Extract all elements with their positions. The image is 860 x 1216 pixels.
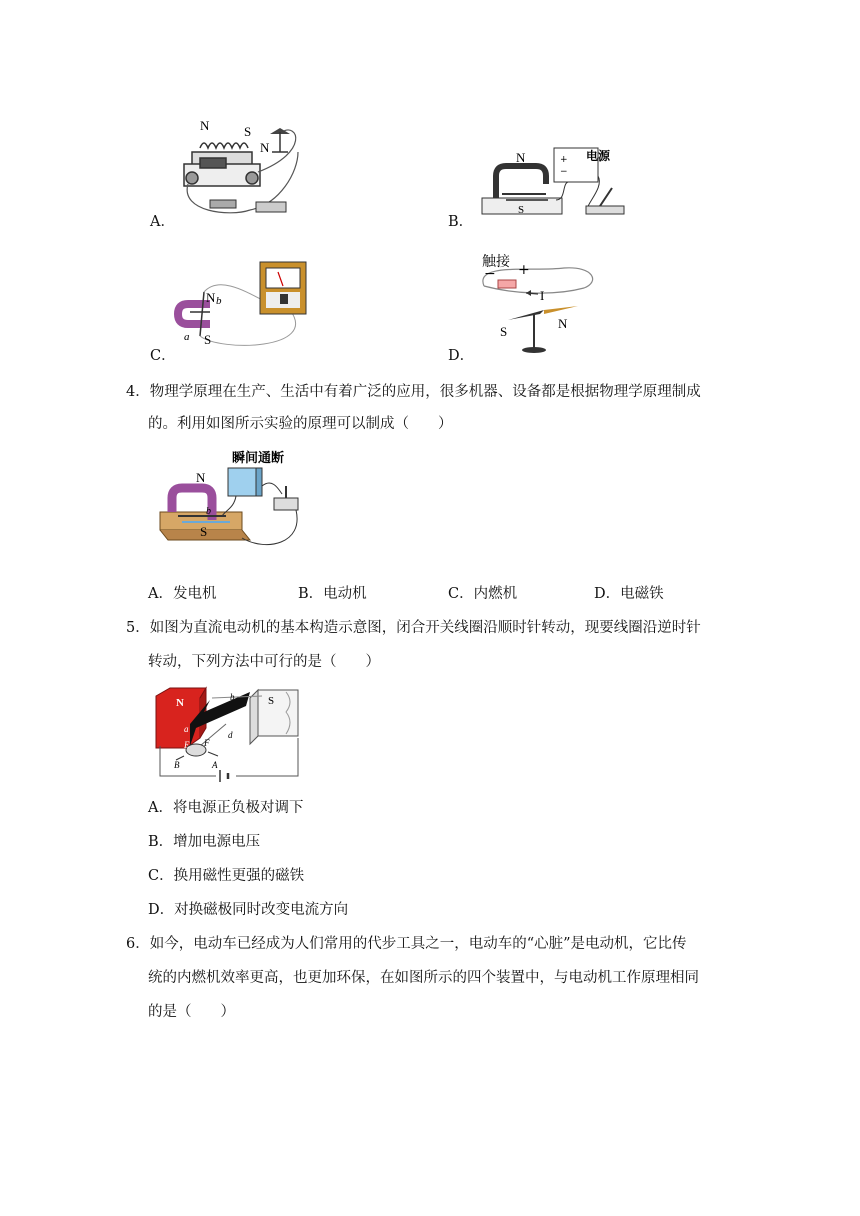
q3-option-c-letter[interactable]: C． bbox=[150, 348, 176, 364]
pole-s-label: S bbox=[518, 204, 525, 216]
q5-option-c-letter: C． bbox=[148, 868, 174, 884]
q3-option-b-letter[interactable]: B． bbox=[448, 214, 474, 230]
q4-option-d-text: 电磁铁 bbox=[620, 586, 664, 602]
q5-line-1 bbox=[126, 618, 701, 638]
pole-s-label: S bbox=[204, 332, 212, 347]
wire-b-label: b bbox=[206, 506, 211, 517]
q4-option-c[interactable] bbox=[448, 584, 517, 604]
compass-n-label: N bbox=[260, 140, 270, 155]
q4-number: 4． bbox=[126, 384, 150, 400]
pole-n-label: N bbox=[200, 118, 210, 133]
q3-figure-d bbox=[474, 252, 614, 360]
pole-s-label: S bbox=[500, 324, 508, 339]
q3-figure-b bbox=[476, 140, 636, 222]
q6-line-3: 的是（ ） bbox=[148, 1004, 235, 1020]
coil-b-label: b bbox=[230, 692, 235, 702]
horseshoe-magnet-icon bbox=[178, 304, 210, 324]
svg-text:−: − bbox=[560, 167, 568, 177]
q4-text-1: 物理学原理在生产、生活中有着广泛的应用，很多机器、设备都是根据物理学原理制成 bbox=[149, 384, 701, 400]
compass-needle-icon bbox=[508, 306, 578, 353]
q5-option-a[interactable] bbox=[148, 798, 303, 818]
q5-option-c[interactable] bbox=[148, 866, 304, 886]
q5-text-1: 如图为直流电动机的基本构造示意图，闭合开关线圈沿顺时针转动，现要线圈沿逆时针 bbox=[149, 620, 701, 636]
plus-label: + bbox=[518, 262, 530, 278]
galvanometer-icon bbox=[260, 262, 306, 314]
power-source-icon bbox=[228, 468, 262, 496]
q5-option-a-letter: A． bbox=[148, 800, 173, 816]
brush-f-label: F bbox=[204, 738, 210, 748]
pole-n-label: N bbox=[558, 316, 568, 331]
q4-option-d[interactable] bbox=[594, 584, 664, 604]
q4-option-a-letter: A． bbox=[148, 586, 173, 602]
q4-option-b-text: 电动机 bbox=[323, 586, 367, 602]
q5-figure bbox=[150, 684, 306, 784]
brush-a-label: A bbox=[212, 760, 218, 770]
q5-option-d[interactable] bbox=[148, 900, 348, 920]
q4-line-1 bbox=[126, 382, 701, 402]
q5-option-d-letter: D． bbox=[148, 902, 175, 918]
touch-label: 触接 bbox=[482, 254, 510, 270]
q5-option-d-text: 对换磁极同时改变电流方向 bbox=[174, 902, 349, 918]
minus-label: − bbox=[484, 266, 496, 282]
q4-option-c-text: 内燃机 bbox=[473, 586, 518, 602]
q5-option-a-text: 将电源正负极对调下 bbox=[172, 800, 304, 816]
q4-option-b[interactable] bbox=[298, 584, 367, 604]
power-source-label: 电源 bbox=[586, 149, 611, 163]
brush-b-label: B bbox=[174, 760, 180, 770]
q5-option-b-text: 增加电源电压 bbox=[173, 834, 261, 850]
pole-s-label: S bbox=[268, 695, 275, 707]
q3-figure-a bbox=[170, 112, 310, 222]
q5-option-b-letter: B． bbox=[148, 834, 174, 850]
current-label: I bbox=[540, 288, 545, 303]
q6-text-1: 如今，电动车已经成为人们常用的代步工具之一，电动车的“心脏”是电动机，它比传 bbox=[149, 936, 687, 952]
coil-a-label: a bbox=[184, 724, 189, 734]
pole-s-label: S bbox=[244, 124, 252, 139]
q6-line-2: 统的内燃机效率更高，也更加环保，在如图所示的四个装置中，与电动机工作原理相同 bbox=[148, 970, 699, 986]
q4-option-c-letter: C． bbox=[448, 586, 474, 602]
q4-option-a-text: 发电机 bbox=[172, 586, 217, 602]
coil-d-label: d bbox=[228, 730, 233, 740]
wire-b-label: b bbox=[216, 295, 222, 307]
pole-n-label: N bbox=[176, 697, 184, 709]
q5-line-2: 转动，下列方法中可行的是（ ） bbox=[148, 654, 380, 670]
q3-option-a-letter[interactable]: A． bbox=[150, 214, 175, 230]
q6-number: 6． bbox=[126, 936, 150, 952]
wire-a-label: a bbox=[184, 331, 190, 343]
q3-option-d-letter[interactable]: D． bbox=[448, 348, 475, 364]
q4-option-d-letter: D． bbox=[594, 586, 621, 602]
pole-n-label: N bbox=[196, 470, 206, 485]
q4-option-b-letter: B． bbox=[298, 586, 324, 602]
q5-option-c-text: 换用磁性更强的磁铁 bbox=[173, 868, 305, 884]
q3-figure-c bbox=[170, 254, 330, 350]
svg-text:+: + bbox=[560, 155, 568, 165]
q5-option-b[interactable] bbox=[148, 832, 260, 852]
q6-line-1 bbox=[126, 934, 687, 954]
coil bbox=[184, 143, 260, 186]
brush-e-label: E bbox=[184, 740, 190, 750]
pole-n-label: N bbox=[516, 150, 526, 165]
q4-option-a[interactable] bbox=[148, 584, 216, 604]
pole-s-label: S bbox=[200, 524, 208, 539]
q5-number: 5． bbox=[126, 620, 150, 636]
q4-figure-title: 瞬间通断 bbox=[232, 451, 285, 466]
compass-icon bbox=[270, 128, 290, 152]
pole-n-label: N bbox=[206, 290, 216, 305]
q4-line-2: 的。利用如图所示实验的原理可以制成（ ） bbox=[148, 416, 453, 432]
q4-figure bbox=[156, 448, 316, 556]
